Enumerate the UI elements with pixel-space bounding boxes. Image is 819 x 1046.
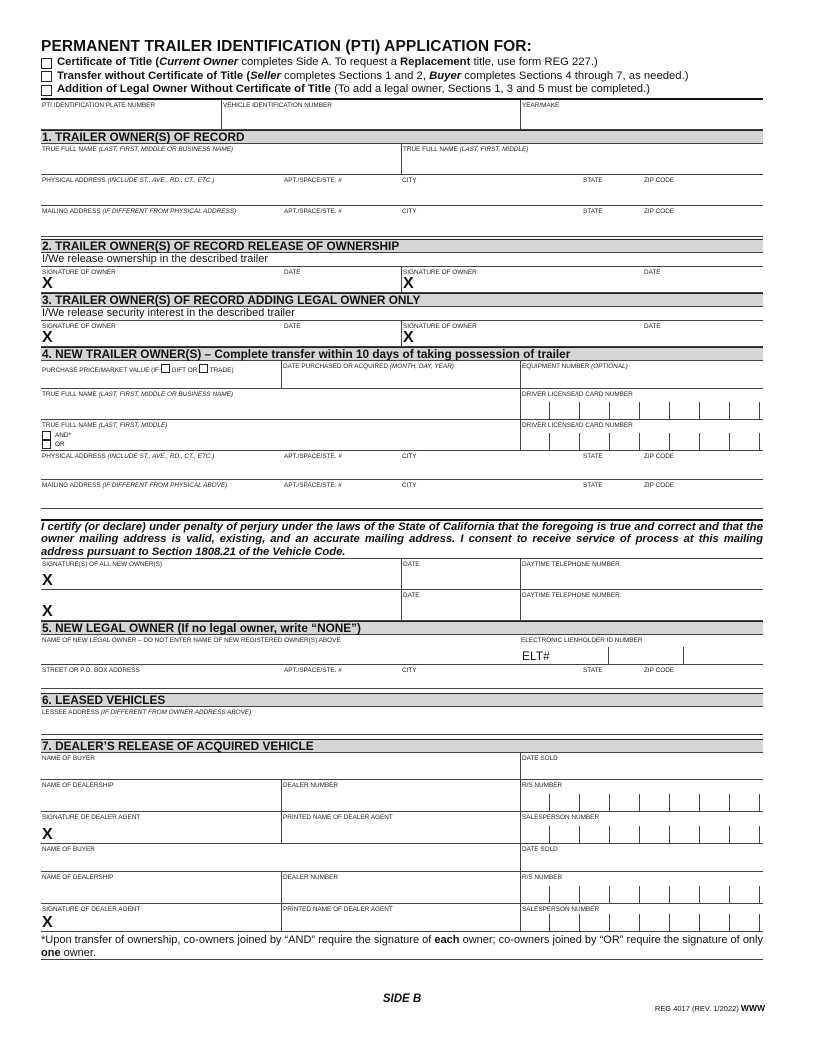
co-owner-footnote: *Upon transfer of ownership, co-owners joined by “AND” require the signature of each owner; co-owners joined by “OR” require the signature of only one owner. xyxy=(41,934,763,959)
digit-boxes xyxy=(608,647,763,664)
legal-owner-name-field[interactable]: NAME OF NEW LEGAL OWNER – DO NOT ENTER NAME OF NEW REGISTERED OWNER(S) ABOVE xyxy=(42,637,341,644)
apt-field[interactable]: APT./SPACE/STE. # xyxy=(284,481,342,489)
new-owner2-name-field[interactable]: TRUE FULL NAME (LAST, FIRST, MIDDLE) AND* OR xyxy=(42,421,168,448)
date-field[interactable]: DATE xyxy=(284,322,301,330)
state-field[interactable]: STATE xyxy=(583,481,603,489)
digit-boxes xyxy=(549,794,763,811)
digit-boxes xyxy=(549,914,763,931)
city-field[interactable]: CITY xyxy=(402,667,417,674)
daytime-phone-field[interactable]: DAYTIME TELEPHONE NUMBER xyxy=(520,590,763,620)
form-revision: REG 4017 (REV. 1/2022) WWW xyxy=(654,1003,765,1013)
section-7-header: 7. DEALER’S RELEASE OF ACQUIRED VEHICLE xyxy=(41,739,763,753)
and-option[interactable]: AND* xyxy=(42,431,71,441)
form-page xyxy=(41,38,765,1013)
mailing-address-field[interactable]: MAILING ADDRESS (IF DIFFERENT FROM PHYSICAL ABOVE) xyxy=(42,481,228,489)
date-purchased-field[interactable]: DATE PURCHASED OR ACQUIRED (MONTH, DAY, YEAR) xyxy=(281,361,520,388)
or-option[interactable]: OR xyxy=(42,440,71,450)
date-field[interactable]: DATE xyxy=(644,268,661,276)
section-3-header: 3. TRAILER OWNER(S) OF RECORD ADDING LEGAL OWNER ONLY xyxy=(41,293,763,307)
salesperson-number-field[interactable]: SALESPERSON NUMBER xyxy=(520,812,763,843)
digit-boxes xyxy=(549,433,763,450)
buyer-name-field[interactable]: NAME OF BUYER xyxy=(42,755,95,762)
owner-signature-field[interactable]: SIGNATURE OF OWNER X xyxy=(401,321,643,346)
state-field[interactable]: STATE xyxy=(583,667,603,674)
dealer-agent-printed-name-field[interactable]: PRINTED NAME OF DEALER AGENT xyxy=(281,904,520,931)
checkbox[interactable] xyxy=(41,58,52,69)
date-field[interactable]: DATE xyxy=(401,559,520,589)
form-title: PERMANENT TRAILER IDENTIFICATION (PTI) APPLICATION FOR: xyxy=(41,38,532,55)
date-field[interactable]: DATE xyxy=(284,268,301,276)
mailing-address-field[interactable]: MAILING ADDRESS (IF DIFFERENT FROM PHYSICAL ADDRESS) xyxy=(42,207,237,215)
elt-number-field[interactable]: ELECTRONIC LIENHOLDER ID NUMBER ELT# xyxy=(520,635,763,664)
option-addition-of-legal-owner[interactable]: Addition of Legal Owner Without Certificate of Title (To add a legal owner, Sections 1, 3 and 5 must be completed.) xyxy=(41,83,763,97)
or-checkbox[interactable] xyxy=(42,440,51,449)
rs-number-field[interactable]: R/S NUMBER xyxy=(520,872,763,903)
city-field[interactable]: CITY xyxy=(402,481,417,489)
digit-boxes xyxy=(549,826,763,843)
salesperson-number-field[interactable]: SALESPERSON NUMBER xyxy=(520,904,763,931)
section-5-header: 5. NEW LEGAL OWNER (If no legal owner, write “NONE”) xyxy=(41,621,763,635)
street-address-field[interactable]: STREET OR P.O. BOX ADDRESS xyxy=(42,667,140,674)
dealer-agent-signature-field[interactable]: SIGNATURE OF DEALER AGENT X xyxy=(42,814,141,843)
date-sold-field[interactable]: DATE SOLD xyxy=(520,753,763,779)
new-owner1-name-field[interactable]: TRUE FULL NAME (LAST, FIRST, MIDDLE OR BUSINESS NAME) xyxy=(42,390,234,398)
daytime-phone-field[interactable]: DAYTIME TELEPHONE NUMBER xyxy=(520,559,763,589)
apt-field[interactable]: APT./SPACE/STE. # xyxy=(284,176,342,184)
dl-number-field[interactable]: DRIVER LICENSE/ID CARD NUMBER xyxy=(520,420,763,450)
zip-field[interactable]: ZIP CODE xyxy=(644,667,675,674)
year-make-field[interactable]: YEAR/MAKE xyxy=(520,100,763,129)
rs-number-field[interactable]: R/S NUMBER xyxy=(520,780,763,811)
new-owner-signatures-field[interactable]: X xyxy=(42,603,53,620)
zip-field[interactable]: ZIP CODE xyxy=(644,176,675,184)
digit-boxes xyxy=(549,886,763,903)
physical-address-field[interactable]: PHYSICAL ADDRESS (INCLUDE ST., AVE., RD., CT., ETC.) xyxy=(42,452,215,460)
date-sold-field[interactable]: DATE SOLD xyxy=(520,844,763,871)
gift-checkbox[interactable] xyxy=(161,364,170,373)
city-field[interactable]: CITY xyxy=(402,207,417,215)
date-field[interactable]: DATE xyxy=(401,590,520,620)
dealership-name-field[interactable]: NAME OF DEALERSHIP xyxy=(42,874,114,881)
apt-field[interactable]: APT./SPACE/STE. # xyxy=(284,452,342,460)
dealership-name-field[interactable]: NAME OF DEALERSHIP xyxy=(42,782,114,789)
new-owner-signatures-field[interactable]: SIGNATURE(S) OF ALL NEW OWNER(S) X xyxy=(42,561,163,589)
zip-field[interactable]: ZIP CODE xyxy=(644,481,675,489)
dealer-number-field[interactable]: DEALER NUMBER xyxy=(281,872,520,903)
equipment-number-field[interactable]: EQUIPMENT NUMBER (OPTIONAL) xyxy=(520,361,763,388)
certification-statement: I certify (or declare) under penalty of perjury under the laws of the State of California that the foregoing is true and correct and that the owner mailing address is valid, existing, and an accurate mailing address. I consent to receive service of process at this mailing address pursuant to Section 1808.21 of the Vehicle Code. xyxy=(41,520,763,558)
date-field[interactable]: DATE xyxy=(644,322,661,330)
section-6-header: 6. LEASED VEHICLES xyxy=(41,693,763,707)
trade-checkbox[interactable] xyxy=(199,364,208,373)
owner-signature-field[interactable]: SIGNATURE OF OWNER X xyxy=(42,268,116,292)
dealer-agent-signature-field[interactable]: SIGNATURE OF DEALER AGENT X xyxy=(42,906,141,931)
purchase-price-field[interactable]: PURCHASE PRICE/MARKET VALUE (IF GIFT OR TRADE) xyxy=(41,361,281,388)
city-field[interactable]: CITY xyxy=(402,452,417,460)
owner2-name-field[interactable]: TRUE FULL NAME (LAST, FIRST, MIDDLE) xyxy=(401,144,763,174)
zip-field[interactable]: ZIP CODE xyxy=(644,207,675,215)
section-4-header: 4. NEW TRAILER OWNER(S) – Complete transfer within 10 days of taking possession of trailer xyxy=(41,347,763,361)
dl-number-field[interactable]: DRIVER LICENSE/ID CARD NUMBER xyxy=(520,389,763,419)
city-field[interactable]: CITY xyxy=(402,176,417,184)
and-checkbox[interactable] xyxy=(42,431,51,440)
buyer-name-field[interactable]: NAME OF BUYER xyxy=(42,846,95,853)
pti-plate-field[interactable]: PTI IDENTIFICATION PLATE NUMBER xyxy=(42,101,156,109)
checkbox[interactable] xyxy=(41,71,52,82)
owner-signature-field[interactable]: SIGNATURE OF OWNER X xyxy=(42,322,116,346)
section-2-header: 2. TRAILER OWNER(S) OF RECORD RELEASE OF OWNERSHIP xyxy=(41,239,763,253)
owner-signature-field[interactable]: SIGNATURE OF OWNER X xyxy=(401,267,643,292)
apt-field[interactable]: APT./SPACE/STE. # xyxy=(284,667,342,674)
owner1-name-field[interactable]: TRUE FULL NAME (LAST, FIRST, MIDDLE OR BUSINESS NAME) xyxy=(42,145,234,153)
dealer-agent-printed-name-field[interactable]: PRINTED NAME OF DEALER AGENT xyxy=(281,812,520,843)
release-ownership-statement: I/We release ownership in the described trailer xyxy=(42,252,269,265)
vehicle-id-row xyxy=(41,100,763,130)
checkbox[interactable] xyxy=(41,85,52,96)
dealer-number-field[interactable]: DEALER NUMBER xyxy=(281,780,520,811)
state-field[interactable]: STATE xyxy=(583,176,603,184)
state-field[interactable]: STATE xyxy=(583,452,603,460)
option-transfer-without-title[interactable]: Transfer without Certificate of Title (Seller completes Sections 1 and 2, Buyer completes Sections 4 through 7, as needed.) xyxy=(41,70,763,84)
digit-boxes xyxy=(549,402,763,419)
state-field[interactable]: STATE xyxy=(583,207,603,215)
option-certificate-of-title[interactable]: Certificate of Title (Current Owner completes Side A. To request a Replacement title, use form REG 227.) xyxy=(41,56,763,70)
section-1-header: 1. TRAILER OWNER(S) OF RECORD xyxy=(41,130,763,144)
apt-field[interactable]: APT./SPACE/STE. # xyxy=(284,207,342,215)
side-label: SIDE B xyxy=(382,993,422,1005)
vin-field[interactable]: VEHICLE IDENTIFICATION NUMBER xyxy=(221,100,520,129)
physical-address-field[interactable]: PHYSICAL ADDRESS (INCLUDE ST., AVE., RD., CT., ETC.) xyxy=(42,176,215,184)
lessee-address-field[interactable]: LESSEE ADDRESS (IF DIFFERENT FROM OWNER ADDRESS ABOVE) xyxy=(42,709,252,716)
zip-field[interactable]: ZIP CODE xyxy=(644,452,675,460)
release-security-statement: I/We release security interest in the described trailer xyxy=(42,306,295,319)
